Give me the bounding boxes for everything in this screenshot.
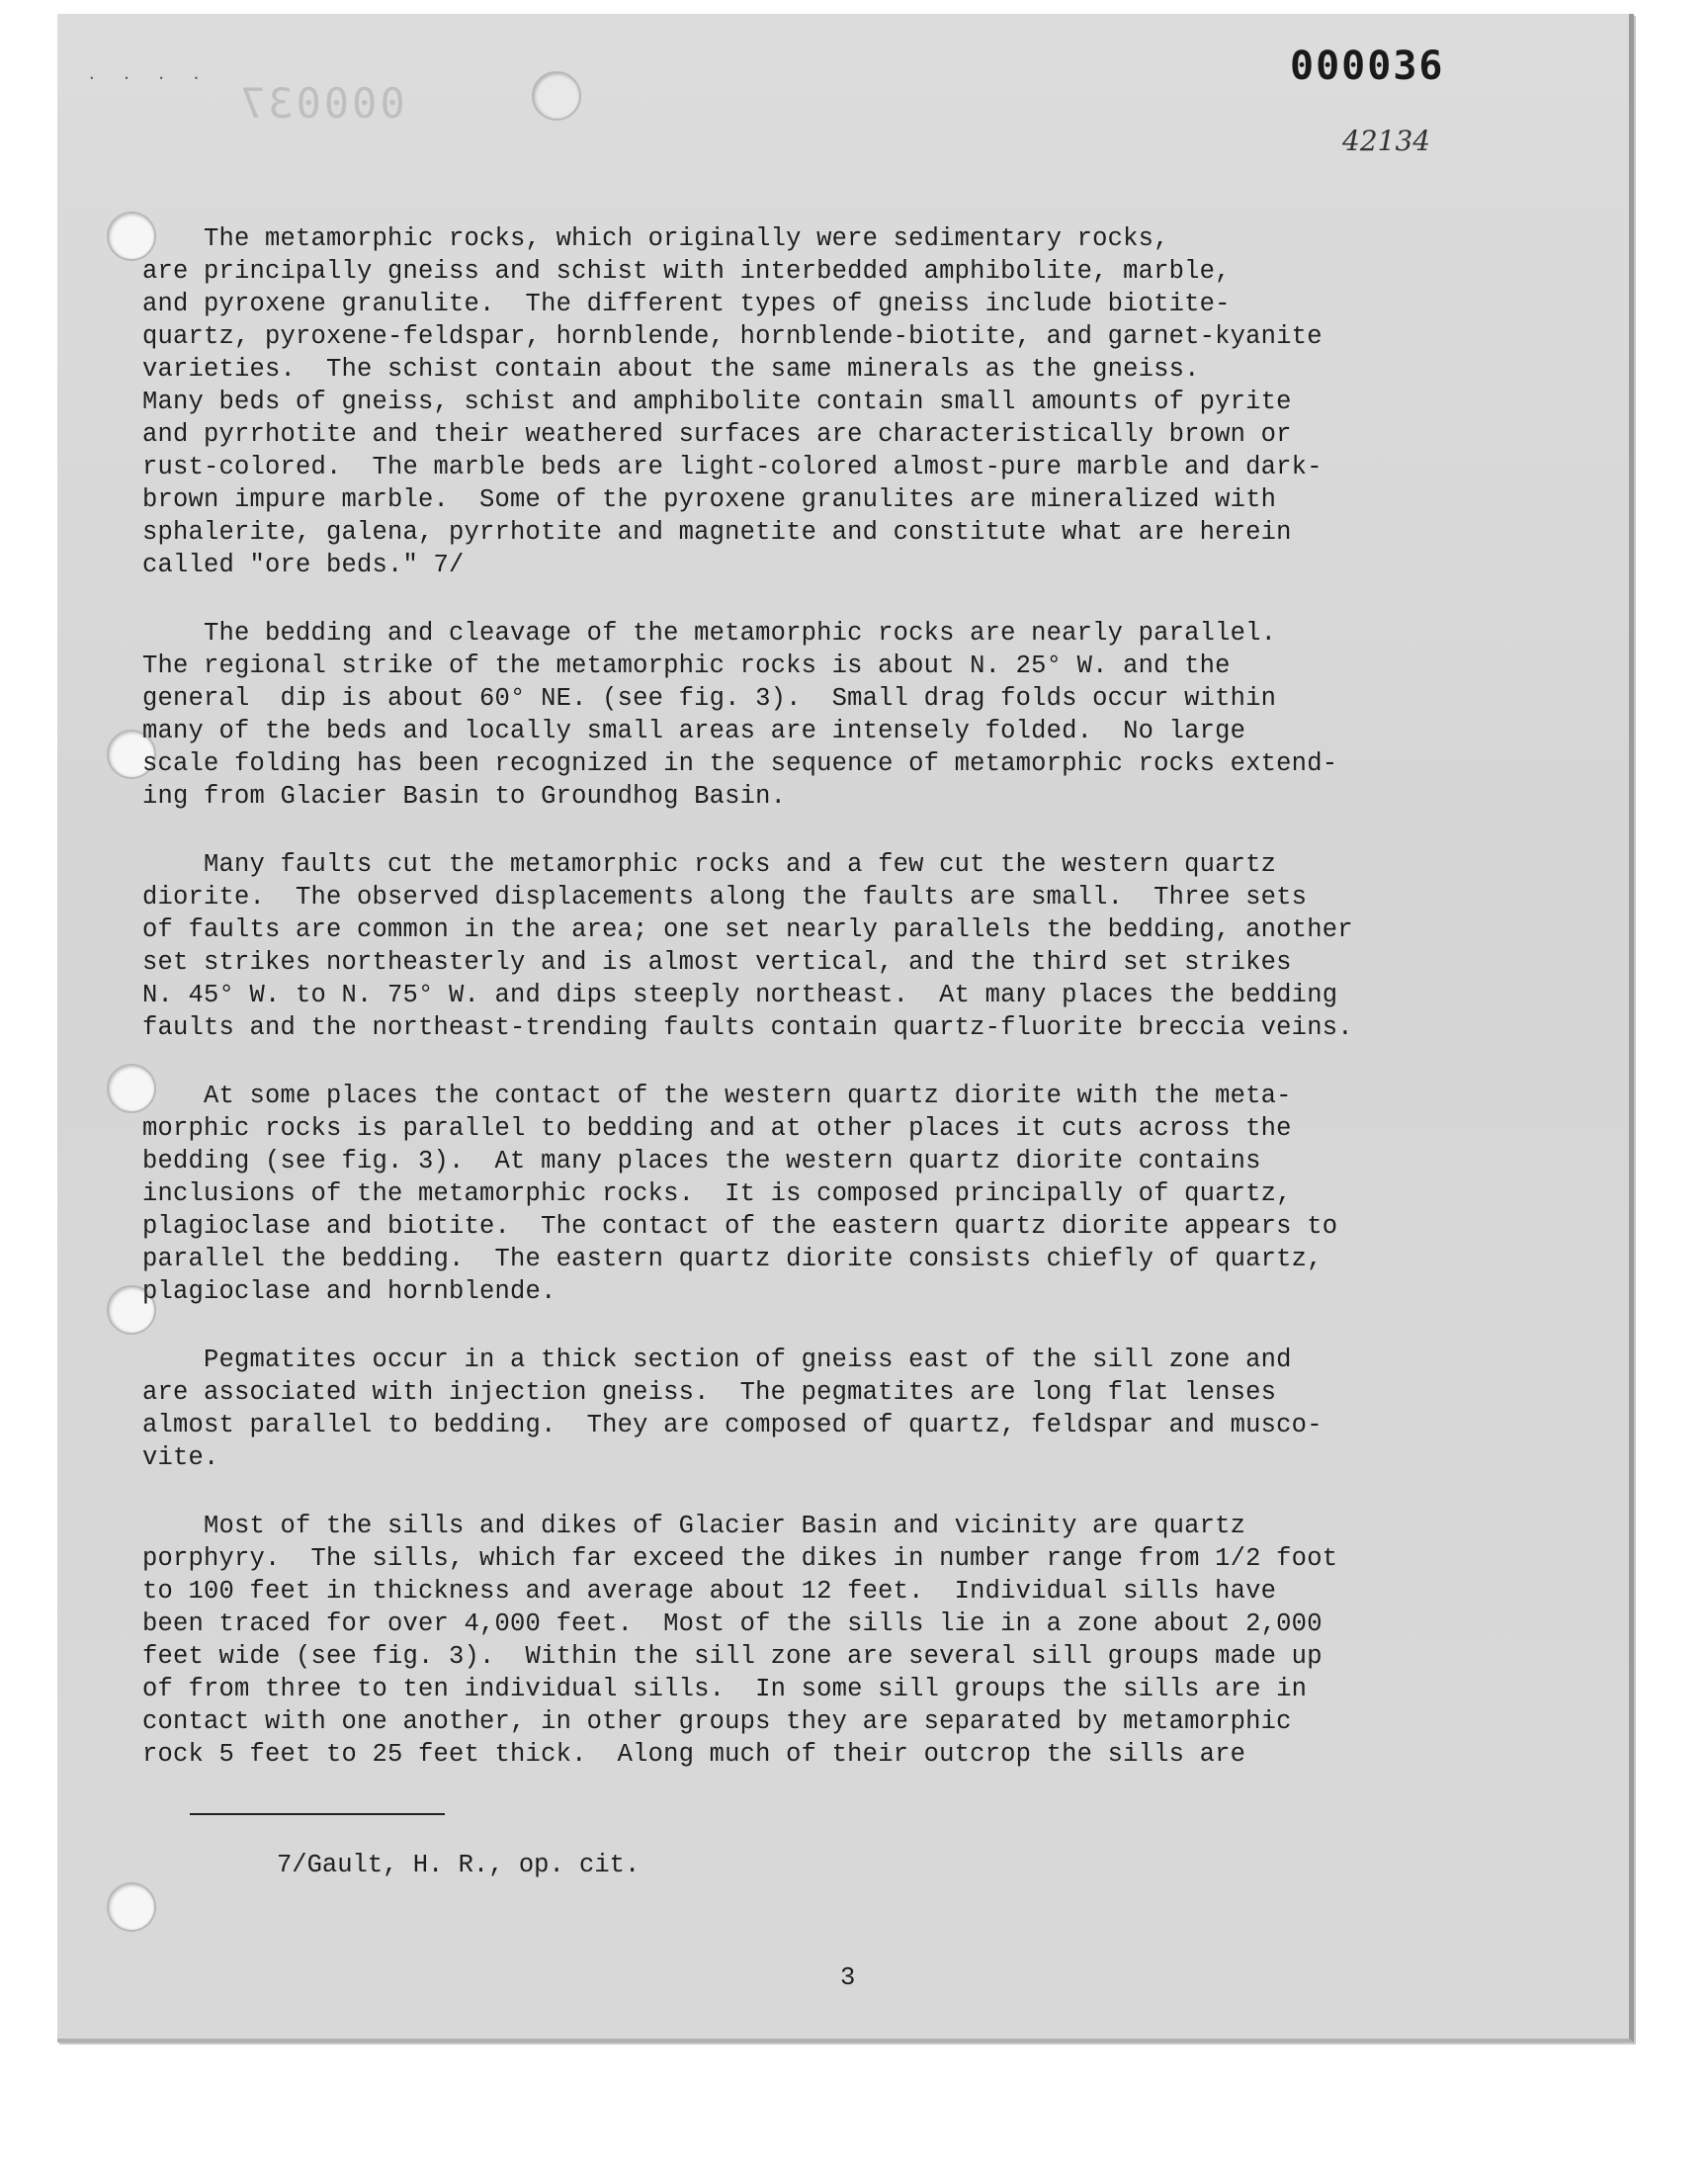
- text-line: Many beds of gneiss, schist and amphibolite contain small amounts of pyrite: [142, 388, 1292, 416]
- paragraph: [142, 848, 1506, 1044]
- text-line: inclusions of the metamorphic rocks. It is composed principally of quartz,: [142, 1179, 1292, 1208]
- text-line: rock 5 feet to 25 feet thick. Along much of their outcrop the sills are: [142, 1740, 1246, 1769]
- page-number: 3: [840, 1963, 856, 1992]
- paragraph: [142, 1510, 1506, 1771]
- text-line: brown impure marble. Some of the pyroxene granulites are mineralized with: [142, 485, 1277, 514]
- paragraph: [142, 1080, 1506, 1308]
- footnote: 7/Gault, H. R., op. cit.: [277, 1851, 640, 1879]
- text-line: vite.: [142, 1443, 219, 1472]
- text-line: of from three to ten individual sills. In some sill groups the sills are in: [142, 1675, 1308, 1703]
- paragraph: [142, 1344, 1506, 1474]
- footnote-rule: [190, 1813, 445, 1815]
- text-line: been traced for over 4,000 feet. Most of the sills lie in a zone about 2,000: [142, 1610, 1323, 1638]
- paragraph: [142, 222, 1506, 581]
- text-line: The regional strike of the metamorphic rocks is about N. 25° W. and the: [142, 652, 1231, 680]
- text-line: Most of the sills and dikes of Glacier Basin and vicinity are quartz: [142, 1512, 1246, 1540]
- text-line: N. 45° W. to N. 75° W. and dips steeply northeast. At many places the bedding: [142, 981, 1338, 1009]
- text-line: bedding (see fig. 3). At many places the western quartz diorite contains: [142, 1147, 1261, 1175]
- binder-hole: [532, 71, 581, 121]
- text-line: set strikes northeasterly and is almost vertical, and the third set strikes: [142, 948, 1292, 977]
- document-number: 42134: [1342, 125, 1431, 157]
- text-line: to 100 feet in thickness and average about 12 feet. Individual sills have: [142, 1577, 1277, 1606]
- text-line: many of the beds and locally small areas are intensely folded. No large: [142, 717, 1246, 745]
- text-line: faults and the northeast-trending faults contain quartz-fluorite breccia veins.: [142, 1013, 1353, 1042]
- text-line: plagioclase and hornblende.: [142, 1277, 556, 1306]
- text-line: called "ore beds." 7/: [142, 551, 465, 579]
- text-line: contact with one another, in other groups they are separated by metamorphic: [142, 1707, 1292, 1736]
- text-line: Many faults cut the metamorphic rocks and a few cut the western quartz: [142, 850, 1277, 879]
- text-line: morphic rocks is parallel to bedding and at other places it cuts across the: [142, 1114, 1292, 1143]
- text-line: of faults are common in the area; one set nearly parallels the bedding, another: [142, 915, 1353, 944]
- text-line: and pyrrhotite and their weathered surfaces are characteristically brown or: [142, 420, 1292, 449]
- text-line: are associated with injection gneiss. The pegmatites are long flat lenses: [142, 1378, 1277, 1407]
- text-line: ing from Glacier Basin to Groundhog Basin.: [142, 782, 787, 811]
- text-line: plagioclase and biotite. The contact of the eastern quartz diorite appears to: [142, 1212, 1338, 1241]
- text-line: porphyry. The sills, which far exceed the dikes in number range from 1/2 foot: [142, 1544, 1338, 1573]
- body-text: [142, 222, 1506, 1806]
- text-line: diorite. The observed displacements along the faults are small. Three sets: [142, 883, 1308, 912]
- text-line: feet wide (see fig. 3). Within the sill zone are several sill groups made up: [142, 1642, 1323, 1671]
- text-line: The metamorphic rocks, which originally were sedimentary rocks,: [142, 224, 1169, 253]
- text-line: sphalerite, galena, pyrrhotite and magnetite and constitute what are herein: [142, 518, 1292, 547]
- text-line: are principally gneiss and schist with interbedded amphibolite, marble,: [142, 257, 1231, 286]
- text-line: and pyroxene granulite. The different types of gneiss include biotite-: [142, 290, 1231, 318]
- text-line: parallel the bedding. The eastern quartz diorite consists chiefly of quartz,: [142, 1245, 1323, 1273]
- text-line: rust-colored. The marble beds are light-colored almost-pure marble and dark-: [142, 453, 1323, 481]
- document-stamp-number: 000036: [1290, 44, 1445, 89]
- text-line: quartz, pyroxene-feldspar, hornblende, hornblende-biotite, and garnet-kyanite: [142, 322, 1323, 351]
- text-line: almost parallel to bedding. They are composed of quartz, feldspar and musco-: [142, 1411, 1323, 1439]
- binder-hole: [107, 1882, 156, 1932]
- paragraph: [142, 617, 1506, 813]
- scan-marks: · · · ·: [87, 69, 210, 87]
- text-line: general dip is about 60° NE. (see fig. 3). Small drag folds occur within: [142, 684, 1277, 713]
- text-line: The bedding and cleavage of the metamorphic rocks are nearly parallel.: [142, 619, 1277, 648]
- text-line: varieties. The schist contain about the same minerals as the gneiss.: [142, 355, 1200, 384]
- text-line: scale folding has been recognized in the sequence of metamorphic rocks extend-: [142, 749, 1338, 778]
- text-line: Pegmatites occur in a thick section of gneiss east of the sill zone and: [142, 1346, 1292, 1374]
- text-line: At some places the contact of the western quartz diorite with the meta-: [142, 1082, 1292, 1110]
- bleed-through-stamp: 000037: [237, 79, 405, 128]
